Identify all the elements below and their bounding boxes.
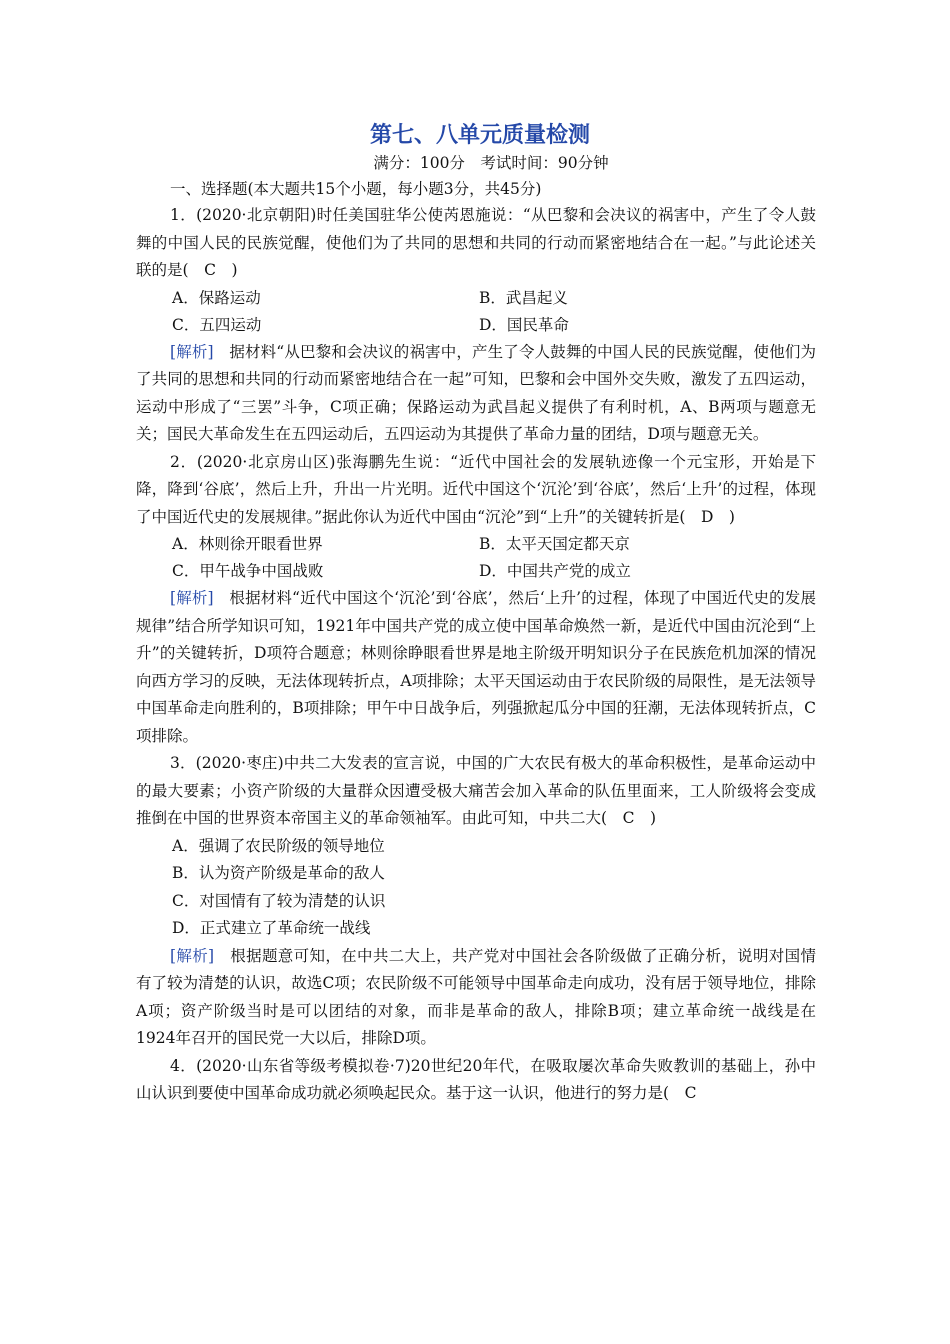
answer-letter: D [700, 507, 714, 526]
option-c: C．甲午战争中国战败 [172, 562, 324, 580]
question-stem: 2．(2020·北京房山区)张海鹏先生说：“近代中国社会的发展轨迹像一个元宝形，开始是下降，降到‘谷底’，然后上升，升出一片光明。近代中国这个‘沉沦’到‘谷底’，然后‘上升’的过程，体现了中国近代史的发展规律。”据此你认为近代中国由“沉沦”到“上升”的关键转折是( D ) [136, 452, 816, 526]
option-c: C．对国情有了较为清楚的认识 [172, 891, 386, 910]
explanation: [解析] 根据材料“近代中国这个‘沉沦’到‘谷底’，然后‘上升’的过程，体现了中国近代史的发展规律”结合所学知识可知，1921年中国共产党的成立使中国革命焕然一新，是近代中国由沉沦到“上升”的关键转折，D项符合题意；林则徐睁眼看世界是地主阶级开明知识分子在民族危机加深的情况向西方学习的反映，无法体现转折点，A项排除；太平天国运动由于农民阶级的局限性，是无法领导中国革命走向胜利的，B项排除；甲午中日战争后，列强掀起瓜分中国的狂潮，无法体现转折点，C项排除。 [136, 589, 816, 745]
option-d: D．国民革命 [479, 315, 569, 334]
answer-letter: C [622, 809, 635, 827]
option-c: C．五四运动 [172, 315, 262, 334]
answer-letter: C [684, 1084, 697, 1102]
analysis-tag: [解析] [170, 589, 214, 607]
option-a: A．强调了农民阶级的领导地位 [172, 836, 385, 855]
question-stem: 4．(2020·山东省等级考模拟卷·7)20世纪20年代，在吸取屡次革命失败教训的基础上，孙中山认识到要使中国革命成功就必须唤起民众。基于这一认识，他进行的努力是( C [136, 1056, 816, 1102]
question-3 [136, 750, 816, 1053]
option-b: B．太平天国定都天京 [479, 535, 630, 553]
section-heading: 一、选择题(本大题共15个小题，每小题3分，共45分) [170, 180, 542, 198]
option-d: D．中国共产党的成立 [479, 562, 631, 580]
question-stem: 3．(2020·枣庄)中共二大发表的宣言说，中国的广大农民有极大的革命积极性，是革命运动中的最大要素；小资产阶级的大量群众因遭受极大痛苦会加入革命的队伍里面来，工人阶级将会变成推倒在中国的世界资本帝国主义的革命领袖军。由此可知，中共二大( C ) [136, 754, 816, 827]
options-grid [136, 531, 816, 585]
analysis-tag: [解析] [170, 946, 215, 965]
option-b: B．认为资产阶级是革命的敌人 [172, 864, 385, 882]
option-d: D．正式建立了革命统一战线 [172, 919, 371, 937]
analysis-tag: [解析] [170, 342, 214, 361]
explanation: [解析] 根据题意可知，在中共二大上，共产党对中国社会各阶级做了正确分析，说明对国情有了较为清楚的认识，故选C项；农民阶级不可能领导中国革命走向成功，没有居于领导地位，排除A项；资产阶级当时是可以团结的对象，而非是革命的敌人，排除B项；建立革命统一战线是在1924年召开的国民党一大以后，排除D项。 [136, 946, 816, 1047]
question-1 [136, 202, 816, 449]
option-b: B．武昌起义 [479, 288, 568, 307]
explanation: [解析] 据材料“从巴黎和会决议的祸害中，产生了令人鼓舞的中国人民的民族觉醒，使他们为了共同的思想和共同的行动而紧密地结合在一起”可知，巴黎和会中国外交失败，激发了五四运动，运动中形成了“三罢”斗争，C项正确；保路运动为武昌起义提供了有利时机，A、B两项与题意无关；国民大革命发生在五四运动后，五四运动为其提供了革命力量的团结，D项与题意无关。 [136, 342, 816, 443]
question-2 [136, 449, 816, 751]
option-a: A．林则徐开眼看世界 [172, 535, 323, 553]
answer-letter: C [204, 261, 216, 279]
exam-meta: 满分：100分 考试时间：90分钟 [373, 154, 609, 172]
page-title: 第七、八单元质量检测 [369, 122, 590, 148]
question-stem: 1．(2020·北京朝阳)时任美国驻华公使芮恩施说：“从巴黎和会决议的祸害中，产生了令人鼓舞的中国人民的民族觉醒，使他们为了共同的思想和共同的行动而紧密地结合在一起。”与此论述关联的是( C ) [136, 206, 816, 279]
option-a: A．保路运动 [172, 288, 261, 307]
question-4 [136, 1053, 816, 1108]
document-content [136, 118, 816, 1108]
options-grid [136, 285, 816, 339]
